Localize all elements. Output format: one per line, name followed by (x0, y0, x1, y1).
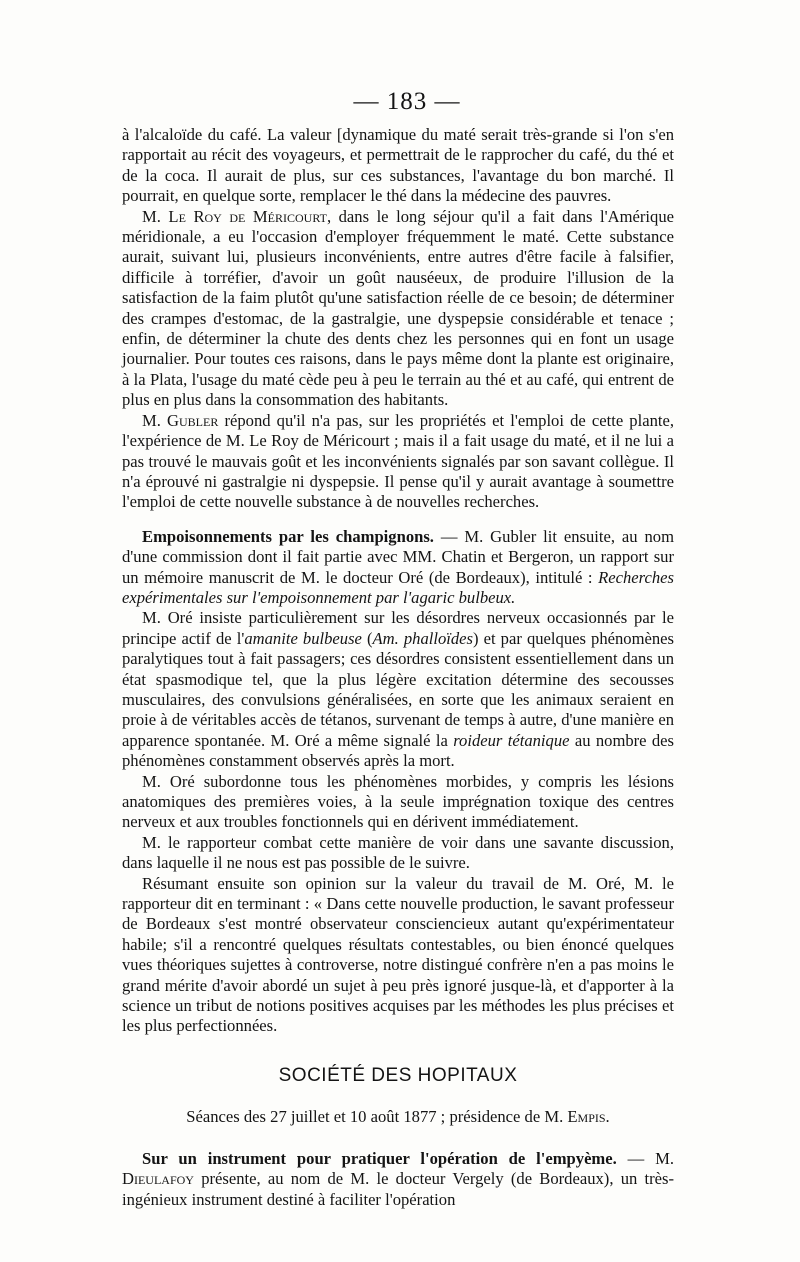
section-heading: Empoisonnements par les champignons. (142, 526, 434, 546)
speaker-name: M. Le Roy de Méricourt (142, 206, 327, 226)
text-part: ( (361, 628, 373, 648)
text-part: au nombre des phénomènes constamment observés après la mort. (122, 730, 675, 771)
speaker-name: M. Gubler (142, 410, 219, 430)
italic-term: roideur tétanique (453, 730, 570, 750)
session-dates (122, 1107, 674, 1127)
page-content (122, 88, 674, 1210)
section-heading: Sur un instrument pour pratiquer l'opération de l'empyème. (142, 1148, 617, 1168)
italic-term: Am. phalloïdes (372, 628, 474, 648)
paragraph-ore-subordinates: M. Oré subordonne tous les phénomènes morbides, y compris les lésions anatomiques des premières voies, à la seule imprégnation toxique des centres nerveux et aux troubles fonctionnels qui en dérivent immédiatement. (122, 771, 674, 832)
paragraph-le-roy (122, 207, 674, 411)
italic-term: amanite bulbeuse (244, 628, 362, 648)
paragraph-ore-nervous (122, 608, 674, 771)
memoir-title: Recherches expérimentales sur l'empoisonnement par l'agaric bulbeux. (122, 567, 674, 607)
page-number: — 183 — (353, 88, 461, 115)
text-part: M. Oré insiste particulièrement sur les désordres nerveux occasionnés par le principe actif de l' (122, 608, 674, 648)
section-title: SOCIÉTÉ DES HOPITAUX (278, 1064, 518, 1086)
paragraph-text: présente, au nom de M. le docteur Vergely (de Bordeaux), un très-ingénieux instrument destiné à faciliter l'opération (122, 1169, 674, 1209)
text-part: ) et par quelques phénomènes paralytiques tout à fait passagers; ces désordres consistent essentiellement dans un état spasmodique tel, que la plus légère excitation détermine des secousses musculaires, des convulsions généralisées, en sorte que les animaux seraient en proie à de véritables accès de tétanos, survenant de temps à autre, d'une manière en apparence spontanée. M. Oré a même signalé la (122, 628, 674, 750)
paragraph-rapporteur: M. le rapporteur combat cette manière de voir dans une savante discussion, dans laquelle il ne nous est pas possible de le suivre. (122, 832, 674, 873)
paragraph-summary: Résumant ensuite son opinion sur la valeur du travail de M. Oré, M. le rapporteur dit en terminant : « Dans cette nouvelle production, le savant professeur de Bordeaux s'est montré observateur consciencieux autant qu'expérimentateur habile; s'il a rencontré quelques résultats contestables, ou bien énoncé quelques vues théoriques sujettes à controverse, notre distingué confrère n'en a pas moins le grand mérite d'avoir abordé un sujet à peu près ignoré jusque-là, et d'apporter à la science un tribut de notions positives acquises par les méthodes les plus précises et les plus perfectionnées. (122, 873, 674, 1036)
session-text: Séances des 27 juillet et 10 août 1877 ; présidence de (186, 1106, 545, 1126)
paragraph-text: — M. Gubler lit ensuite, au nom d'une commission dont il fait partie avec MM. Chatin et Bergeron, un rapport sur un mémoire manuscrit de M. le docteur Oré (de Bordeaux), intitulé : (122, 526, 674, 587)
paragraph-empyeme (122, 1149, 674, 1210)
paragraph-champignons (122, 527, 674, 609)
paragraph-text: répond qu'il n'a pas, sur les propriétés et l'emploi de cette plante, l'expérience de M. Le Roy de Méricourt ; mais il a fait usage du maté, et il ne lui a pas trouvé le mauvais goût et les inconvénients signalés par son savant collègue. Il n'a éprouvé ni gastralgie ni dyspepsie. Il pense qu'il y aurait avantage à soumettre l'emploi de cette nouvelle substance à de nouvelles recherches. (122, 410, 674, 512)
paragraph-text: , dans le long séjour qu'il a fait dans l'Amérique méridionale, a eu l'occasion d'employer fréquemment le maté. Cette substance aurait, suivant lui, plusieurs inconvénients, entre autres d'être facile à falsifier, difficile à torréfier, d'avoir un goût nauséeux, de produire l'illusion de la satisfaction de la faim plutôt qu'une satisfaction réelle de ce besoin; de déterminer des crampes d'estomac, de la gastralgie, une dyspepsie considérable et tenace ; enfin, de déterminer la chute des dents chez les personnes qui en font un usage journalier. Pour toutes ces raisons, dans le pays même dont la plante est originaire, à la Plata, l'usage du maté cède peu à peu le terrain au thé et au café, qui entrent de plus en plus dans la consommation des habitants. (122, 206, 674, 410)
paragraph-gubler-reply (122, 411, 674, 513)
speaker-name: — M. Dieulafoy (122, 1148, 675, 1189)
spacer (122, 513, 674, 527)
president-name: M. Empis. (544, 1106, 610, 1126)
paragraph-mate-value: à l'alcaloïde du café. La valeur [dynamique du maté serait très-grande si l'on s'en rapportait au récit des voyageurs, et permettrait de le rapprocher du café, du thé et de la coca. Il aurait de plus, sur ces substances, l'avantage du bon marché. Il pourrait, en quelque sorte, remplacer le thé dans la médecine des pauvres. (122, 125, 674, 206)
